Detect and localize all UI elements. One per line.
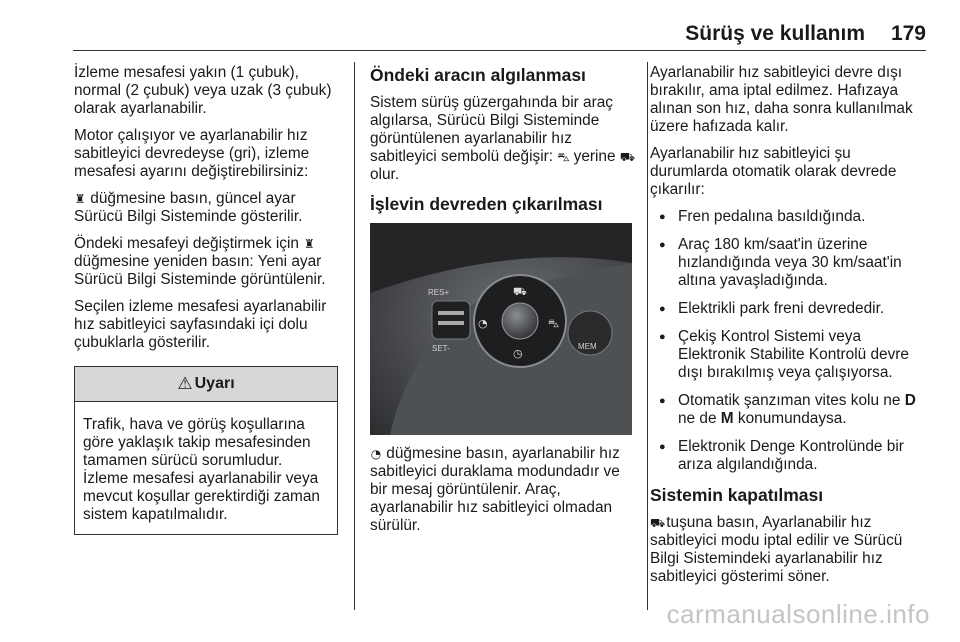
paragraph-text: tuşuna basın, Ayarlanabilir hız sabitleyici modu iptal edilir ve Sürücü Bilgi Sistemindeki ayarlanabilir hız sabitleyici gösterimi söner. <box>650 514 903 585</box>
speed-limiter-icon: ◷ <box>513 347 523 360</box>
warning-title: Uyarı <box>194 375 235 392</box>
paragraph: Ayarlanabilir hız sabitleyici devre dışı bırakılır, ama iptal edilmez. Hafızaya alınan son hız, daha sonra kullanılmak üzere hafızada kalır. <box>650 64 913 135</box>
paragraph <box>370 94 635 184</box>
list-item: ● Çekiş Kontrol Sistemi veya Elektronik Stabilite Kontrolü devre dışı bırakılmış veya çalışıyorsa. <box>650 328 928 382</box>
list-item: ● Elektrikli park freni devrededir. <box>650 300 928 318</box>
paragraph-text: düğmesine basın, ayarlanabilir hız sabitleyici duraklama modundadır ve bir mesaj görüntülenir. Araç, ayarlanabilir hız sabitleyici olmadan sürülür. <box>370 445 620 534</box>
page-number: 179 <box>890 22 926 45</box>
warning-triangle-icon: ⚠ <box>177 374 193 394</box>
header-rule <box>73 50 926 51</box>
paragraph-text: olur. <box>370 166 400 183</box>
steering-wheel-controls-image <box>370 223 632 435</box>
res-label: RES+ <box>428 288 450 297</box>
section-heading: Sistemin kapatılması <box>650 485 824 505</box>
column-divider-1 <box>354 62 355 610</box>
list-text: Otomatik şanzıman vites kolu ne <box>678 392 901 409</box>
paragraph: Motor çalışıyor ve ayarlanabilir hız sabitleyici devredeyse (gri), izleme mesafesi ayarını değiştirebilirsiniz: <box>74 127 310 180</box>
paragraph-text: düğmesine yeniden basın: Yeni ayar Sürücü Bilgi Sisteminde görüntülenir. <box>74 253 326 288</box>
column-divider-2 <box>647 62 648 610</box>
paragraph-text: yerine <box>573 148 616 165</box>
cruise-off-icon: ◔ <box>370 447 382 461</box>
steering-controls-illustration <box>370 223 632 435</box>
column-1 <box>74 64 344 535</box>
gear-d: D <box>904 392 916 409</box>
set-label: SET- <box>432 344 450 353</box>
paragraph: İzleme mesafesi yakın (1 çubuk), normal (2 çubuk) veya uzak (3 çubuk) olarak ayarlanabilir. <box>74 64 332 117</box>
list-item: ● Fren pedalına basıldığında. <box>650 208 928 226</box>
cruise-car-icon: ⛍ <box>557 150 570 164</box>
distance-button-icon: ♜ <box>303 237 315 251</box>
list-text: ne de <box>678 410 717 427</box>
column-3 <box>650 64 928 595</box>
bullet-list <box>650 208 928 474</box>
cruise-button-icon: ⛟ <box>650 516 666 530</box>
paragraph <box>370 445 635 535</box>
paragraph-text: Öndeki mesafeyi değiştirmek için <box>74 235 299 252</box>
list-item: ● Araç 180 km/saat'in üzerine hızlandığında veya 30 km/saat'in altına yavaşladığında. <box>650 236 928 290</box>
list-item: ● Elektronik Denge Kontrolünde bir arıza algılandığında. <box>650 438 928 474</box>
warning-text: Trafik, hava ve görüş koşullarına göre yaklaşık takip mesafesinden tamamen sürücü sorumludur. İzleme mesafesi ayarlanabilir veya mevcut koşullar gerektirdiği zaman sistem kapatılmalıdır. <box>83 416 320 523</box>
list-item <box>650 392 928 428</box>
distance-button-icon: ♜ <box>74 192 86 206</box>
gear-m: M <box>720 410 734 427</box>
paragraph <box>650 514 928 586</box>
paragraph-text: Sistem sürüş güzergahında bir araç algılarsa, Sürücü Bilgi Sisteminde görüntülenen ayarlanabilir hız sabitleyici sembolü değişir: <box>370 94 613 165</box>
warning-header <box>75 367 337 402</box>
mem-label: MEM <box>578 342 597 351</box>
paragraph <box>74 190 344 226</box>
paragraph <box>74 235 344 289</box>
paragraph-text: düğmesine basın, güncel ayar Sürücü Bilgi Sisteminde gösterilir. <box>74 190 303 225</box>
cruise-car-ahead-icon: ⛟ <box>619 150 635 164</box>
paragraph: Seçilen izleme mesafesi ayarlanabilir hız sabitleyici sayfasındaki içi dolu çubuklarla gösterilir. <box>74 298 327 351</box>
watermark: carmanualsonline.info <box>666 599 930 629</box>
page-header-title: Sürüş ve kullanım <box>685 22 865 45</box>
car-icon: ⛟ <box>513 285 527 298</box>
column-2 <box>370 64 635 544</box>
list-text: konumundaysa. <box>737 410 847 427</box>
lane-icon: ⛍ <box>548 317 560 330</box>
paragraph: Ayarlanabilir hız sabitleyici şu durumlarda otomatik olarak devrede çıkarılır: <box>650 145 897 198</box>
cruise-icon: ◔ <box>478 317 488 330</box>
warning-box <box>74 366 338 535</box>
section-heading: Öndeki aracın algılanması <box>370 65 586 85</box>
section-heading: İşlevin devreden çıkarılması <box>370 194 603 214</box>
